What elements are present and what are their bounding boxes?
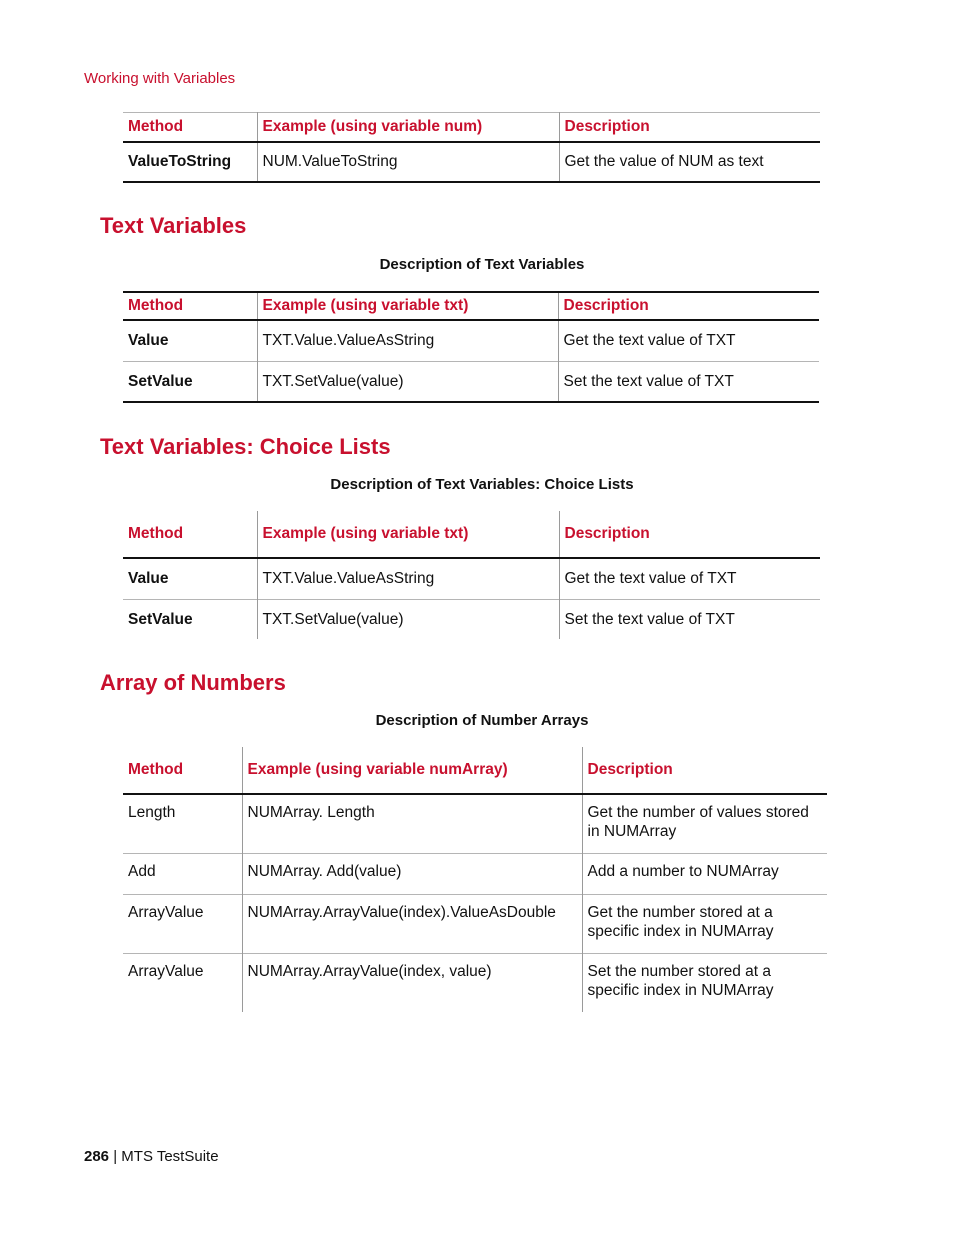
description-cell: Set the text value of TXT bbox=[558, 361, 819, 402]
column-header-example: Example (using variable txt) bbox=[257, 511, 559, 558]
example-cell: TXT.SetValue(value) bbox=[257, 361, 558, 402]
table-row bbox=[123, 853, 827, 894]
column-header-example: Example (using variable numArray) bbox=[242, 747, 582, 794]
example-cell: TXT.Value.ValueAsString bbox=[257, 558, 559, 599]
column-header-method: Method bbox=[123, 113, 257, 142]
column-header-description: Description bbox=[559, 113, 820, 142]
method-cell: ArrayValue bbox=[123, 894, 242, 953]
example-cell: NUMArray. Add(value) bbox=[242, 853, 582, 894]
description-cell: Get the text value of TXT bbox=[558, 320, 819, 361]
column-header-example: Example (using variable txt) bbox=[257, 292, 558, 320]
text-variables-table bbox=[123, 291, 819, 403]
numeric-methods-table bbox=[123, 112, 820, 183]
description-cell: Add a number to NUMArray bbox=[582, 853, 827, 894]
column-header-method: Method bbox=[123, 292, 257, 320]
table-row bbox=[123, 558, 820, 599]
method-cell: Length bbox=[128, 804, 176, 821]
table-row bbox=[123, 953, 827, 1012]
description-cell: Get the value of NUM as text bbox=[559, 142, 820, 182]
product-name: MTS TestSuite bbox=[121, 1148, 219, 1165]
method-cell: ValueToString bbox=[128, 153, 232, 170]
table-row bbox=[123, 599, 820, 639]
section-title-choice-lists: Text Variables: Choice Lists bbox=[100, 434, 391, 459]
table-caption-choice-lists: Description of Text Variables: Choice Lists bbox=[330, 476, 634, 493]
column-header-description: Description bbox=[559, 511, 820, 558]
method-cell: Value bbox=[128, 332, 169, 350]
table-caption-text-variables: Description of Text Variables bbox=[379, 256, 585, 273]
column-header-method: Method bbox=[123, 511, 257, 558]
column-header-method: Method bbox=[123, 747, 242, 794]
example-cell: NUM.ValueToString bbox=[257, 142, 559, 182]
choice-lists-table bbox=[123, 511, 820, 639]
table-row bbox=[123, 361, 819, 402]
table-caption-number-arrays: Description of Number Arrays bbox=[375, 712, 589, 729]
example-cell: TXT.SetValue(value) bbox=[257, 599, 559, 639]
column-header-description: Description bbox=[558, 292, 819, 320]
description-cell: Set the text value of TXT bbox=[559, 599, 820, 639]
table-row bbox=[123, 894, 827, 953]
example-cell: NUMArray.ArrayValue(index).ValueAsDouble bbox=[242, 894, 582, 953]
description-cell: Get the text value of TXT bbox=[559, 558, 820, 599]
example-cell: NUMArray.ArrayValue(index, value) bbox=[242, 953, 582, 1012]
description-cell: Set the number stored at a specific index in NUMArray bbox=[582, 953, 827, 1012]
description-cell: Get the number of values stored in NUMArray bbox=[582, 794, 827, 853]
method-cell: Value bbox=[128, 570, 169, 588]
footer-separator: | bbox=[113, 1148, 118, 1165]
method-cell: Add bbox=[123, 853, 242, 894]
column-header-description: Description bbox=[582, 747, 827, 794]
section-title-array-of-numbers: Array of Numbers bbox=[100, 670, 286, 695]
page-footer bbox=[84, 1148, 219, 1165]
table-row bbox=[123, 794, 827, 853]
page-number: 286 bbox=[84, 1148, 110, 1165]
description-cell: Get the number stored at a specific index in NUMArray bbox=[582, 894, 827, 953]
method-cell: ArrayValue bbox=[123, 953, 242, 1012]
example-cell: NUMArray. Length bbox=[242, 794, 582, 853]
column-header-example: Example (using variable num) bbox=[257, 113, 559, 142]
number-arrays-table bbox=[123, 747, 827, 1012]
table-row bbox=[123, 320, 819, 361]
running-header: Working with Variables bbox=[84, 70, 236, 87]
example-cell: TXT.Value.ValueAsString bbox=[257, 320, 558, 361]
method-cell: SetValue bbox=[123, 361, 257, 402]
method-cell: SetValue bbox=[123, 599, 257, 639]
table-row bbox=[123, 142, 820, 182]
section-title-text-variables: Text Variables bbox=[100, 213, 247, 238]
